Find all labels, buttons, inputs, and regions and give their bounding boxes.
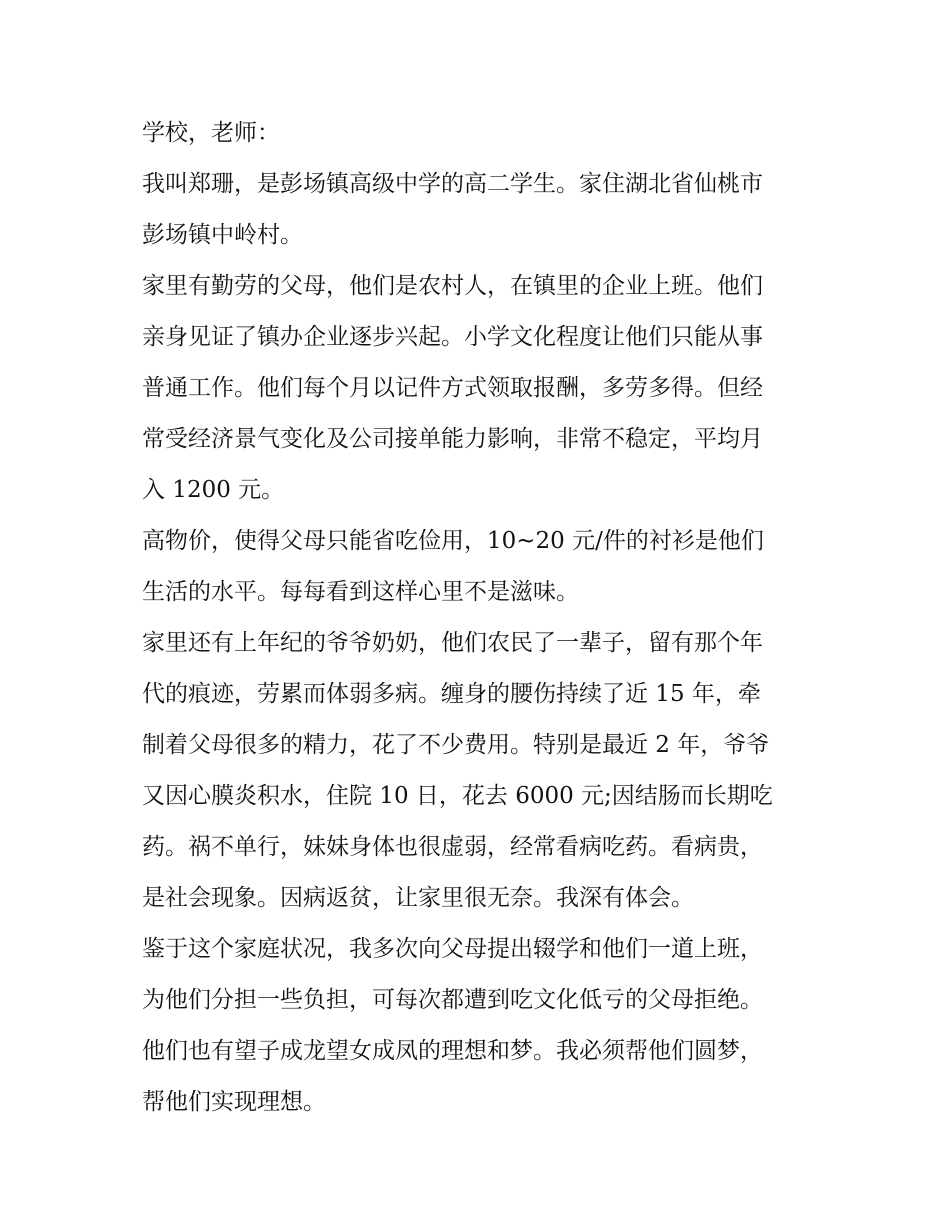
text-line: 药。祸不单行，妹妹身体也很虚弱，经常看病吃药。看病贵， (142, 834, 763, 860)
text-line: 普通工作。他们每个月以记件方式领取报酬，多劳多得。但经 (142, 375, 763, 401)
text-line: 帮他们实现理想。 (142, 1089, 326, 1115)
text-line: 高物价，使得父母只能省吃俭用，10~20 元/件的衬衫是他们 (142, 528, 764, 554)
text-line: 鉴于这个家庭状况，我多次向父母提出辍学和他们一道上班， (142, 936, 763, 962)
text-line: 彭场镇中岭村。 (142, 222, 303, 248)
text-line: 他们也有望子成龙望女成凤的理想和梦。我必须帮他们圆梦， (142, 1038, 763, 1064)
text-line: 生活的水平。每每看到这样心里不是滋味。 (142, 579, 579, 605)
text-line: 又因心膜炎积水，住院 10 日，花去 6000 元;因结肠而长期吃 (142, 783, 773, 809)
text-line: 常受经济景气变化及公司接单能力影响，非常不稳定，平均月 (142, 426, 763, 452)
text-line: 入 1200 元。 (142, 477, 285, 503)
text-line: 为他们分担一些负担，可每次都遭到吃文化低亏的父母拒绝。 (142, 987, 763, 1013)
text-line: 家里有勤劳的父母，他们是农村人，在镇里的企业上班。他们 (142, 273, 763, 299)
text-line: 代的痕迹，劳累而体弱多病。缠身的腰伤持续了近 15 年，牵 (142, 681, 761, 707)
text-line: 制着父母很多的精力，花了不少费用。特别是最近 2 年，爷爷 (142, 732, 770, 758)
letter-body (142, 108, 822, 1128)
text-line: 亲身见证了镇办企业逐步兴起。小学文化程度让他们只能从事 (142, 324, 763, 350)
text-line: 学校，老师： (142, 120, 280, 146)
text-line: 是社会现象。因病返贫，让家里很无奈。我深有体会。 (142, 885, 694, 911)
text-line: 我叫郑珊，是彭场镇高级中学的高二学生。家住湖北省仙桃市 (142, 171, 763, 197)
text-line: 家里还有上年纪的爷爷奶奶，他们农民了一辈子，留有那个年 (142, 630, 763, 656)
